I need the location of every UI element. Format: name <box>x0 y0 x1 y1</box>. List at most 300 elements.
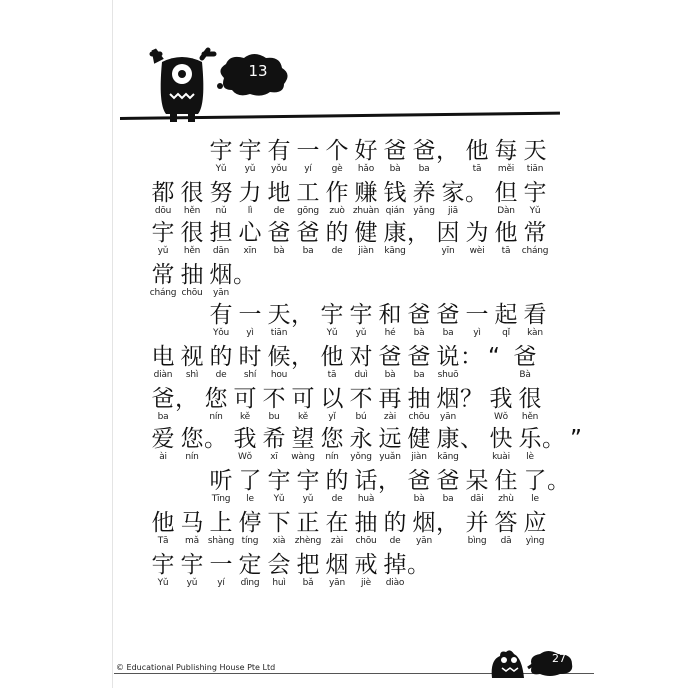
pinyin: bà <box>413 328 425 338</box>
hanzi: 听 <box>209 468 233 494</box>
hanzi: 。 <box>542 426 565 452</box>
hanzi: 天 <box>523 138 547 164</box>
punctuation <box>291 344 314 381</box>
pinyin: yìng <box>525 536 545 546</box>
punctuation <box>460 426 483 463</box>
hanzi: 爸 <box>513 344 537 370</box>
pinyin: mǎ <box>185 536 199 546</box>
pinyin: ba <box>442 328 454 338</box>
pinyin <box>407 246 427 257</box>
hanzi: 健 <box>407 426 431 452</box>
hanzi: 每 <box>494 138 518 164</box>
hanzi: 宇 <box>151 552 175 578</box>
pinyin: bú <box>355 412 367 422</box>
pinyin: ba <box>413 370 425 380</box>
pinyin: nín <box>209 412 223 422</box>
hanzi: 。 <box>204 426 227 452</box>
hanzi: 爸 <box>151 386 175 412</box>
pinyin: yǒng <box>350 452 372 462</box>
hanzi: 不 <box>262 386 286 412</box>
hanzi: 您 <box>204 386 228 412</box>
punctuation <box>233 262 256 299</box>
pinyin: duì <box>354 370 368 380</box>
hanzi: 快 <box>489 426 513 452</box>
monster-mascot-icon <box>148 44 218 122</box>
pinyin <box>436 164 456 175</box>
pinyin <box>460 370 480 381</box>
pinyin: dān <box>212 246 230 256</box>
hanzi: 努 <box>209 180 233 206</box>
pinyin: yān <box>329 578 345 588</box>
hanzi: 但 <box>494 180 518 206</box>
hanzi: 戒 <box>354 552 378 578</box>
pinyin: bà <box>384 370 396 380</box>
hanzi: 爸 <box>378 344 402 370</box>
pinyin: bìng <box>467 536 487 546</box>
hanzi: 。 <box>547 468 570 494</box>
hanzi: 上 <box>209 510 233 536</box>
pinyin: yǔ <box>302 494 314 504</box>
pinyin: kuài <box>492 452 510 462</box>
pinyin: zài <box>383 412 397 422</box>
hanzi: 并 <box>465 510 489 536</box>
pinyin: qián <box>385 206 405 216</box>
pinyin: jiā <box>448 206 458 216</box>
pinyin: xī <box>270 452 278 462</box>
pinyin: wàng <box>291 452 315 462</box>
hanzi: 因 <box>436 220 460 246</box>
pinyin: kě <box>239 412 251 422</box>
hanzi: 他 <box>320 344 344 370</box>
character-with-pinyin <box>513 386 547 423</box>
hanzi: 爸 <box>296 220 320 246</box>
hanzi: 时 <box>238 344 262 370</box>
pinyin: tiān <box>526 164 544 174</box>
hanzi: 。 <box>407 552 430 578</box>
punctuation <box>436 138 459 175</box>
pinyin: Yǒu <box>212 328 230 338</box>
pinyin: nǔ <box>215 206 227 216</box>
pinyin: lì <box>247 206 253 216</box>
hanzi: ， <box>378 468 401 494</box>
pinyin: Bà <box>519 370 531 380</box>
pinyin: jiàn <box>411 452 427 462</box>
pinyin: ba <box>442 494 454 504</box>
pinyin <box>291 328 311 339</box>
pinyin: Dàn <box>497 206 515 216</box>
pinyin: shuō <box>437 370 459 380</box>
pinyin: hěn <box>183 206 201 216</box>
pinyin: bu <box>268 412 280 422</box>
pinyin: bà <box>413 494 425 504</box>
pinyin: wèi <box>469 246 485 256</box>
pinyin: bà <box>389 164 401 174</box>
character-with-pinyin <box>518 180 552 217</box>
punctuation <box>566 426 586 463</box>
pinyin: yí <box>217 578 225 588</box>
pinyin: lè <box>526 452 534 462</box>
hanzi: 爸 <box>436 468 460 494</box>
hanzi: 定 <box>238 552 262 578</box>
hanzi: 和 <box>378 302 402 328</box>
pinyin: kàn <box>527 328 543 338</box>
pinyin: dā <box>500 536 512 546</box>
hanzi: 的 <box>325 220 349 246</box>
pinyin: hěn <box>521 412 539 422</box>
pinyin: ba <box>157 412 169 422</box>
pinyin <box>484 370 504 381</box>
hanzi: 赚 <box>354 180 378 206</box>
hanzi: 呆 <box>465 468 489 494</box>
hanzi: 抽 <box>407 386 431 412</box>
pinyin: yǔ <box>244 164 256 174</box>
pinyin: Yǔ <box>529 206 541 216</box>
chapter-number: 13 <box>248 62 268 80</box>
pinyin: le <box>531 494 539 504</box>
hanzi: 抽 <box>180 262 204 288</box>
hanzi: 一 <box>238 302 262 328</box>
hanzi: 了 <box>238 468 262 494</box>
pinyin: yuǎn <box>379 452 401 462</box>
hanzi: 。 <box>233 262 256 288</box>
hanzi: 可 <box>291 386 315 412</box>
pinyin: jiàn <box>358 246 374 256</box>
pinyin: yǒu <box>271 164 287 174</box>
hanzi: ？ <box>460 386 483 412</box>
hanzi: 爸 <box>436 302 460 328</box>
punctuation <box>484 344 504 381</box>
hanzi: 会 <box>267 552 291 578</box>
punctuation <box>175 386 198 423</box>
punctuation <box>291 302 314 339</box>
hanzi: 远 <box>378 426 402 452</box>
hanzi: ， <box>291 302 314 328</box>
hanzi: 再 <box>378 386 402 412</box>
hanzi: 不 <box>349 386 373 412</box>
hanzi: 他 <box>465 138 489 164</box>
hanzi: 爸 <box>412 138 436 164</box>
hanzi: 很 <box>518 386 542 412</box>
hanzi: 常 <box>523 220 547 246</box>
hanzi: 宇 <box>296 468 320 494</box>
pinyin <box>465 206 485 217</box>
hanzi: 都 <box>151 180 175 206</box>
hanzi: 的 <box>383 510 407 536</box>
hanzi: 康 <box>383 220 407 246</box>
hanzi: 有 <box>209 302 233 328</box>
pinyin: hé <box>384 328 396 338</box>
hanzi: 爸 <box>407 468 431 494</box>
character-with-pinyin <box>518 138 552 175</box>
pinyin: Yǔ <box>273 494 285 504</box>
pinyin: yǎng <box>413 206 435 216</box>
pinyin: dāi <box>470 494 484 504</box>
pinyin: zài <box>330 536 344 546</box>
pinyin: huà <box>357 494 375 504</box>
hanzi: 爸 <box>407 302 431 328</box>
hanzi: 看 <box>523 302 547 328</box>
pinyin: diàn <box>153 370 173 380</box>
hanzi: 对 <box>349 344 373 370</box>
pinyin: tiān <box>270 328 288 338</box>
hanzi: 说 <box>436 344 460 370</box>
hanzi: 把 <box>296 552 320 578</box>
hanzi: 抽 <box>354 510 378 536</box>
hanzi: 停 <box>238 510 262 536</box>
hanzi: 健 <box>354 220 378 246</box>
character-with-pinyin <box>518 510 552 547</box>
pinyin: de <box>331 494 343 504</box>
pinyin: měi <box>497 164 515 174</box>
pinyin: de <box>273 206 285 216</box>
pinyin: jiè <box>361 578 371 588</box>
hanzi: 候 <box>267 344 291 370</box>
pinyin: gè <box>331 164 343 174</box>
hanzi: 住 <box>494 468 518 494</box>
hanzi: 下 <box>267 510 291 536</box>
punctuation <box>436 510 459 547</box>
hanzi: 常 <box>151 262 175 288</box>
hanzi: 烟 <box>436 386 460 412</box>
pinyin: gōng <box>297 206 319 216</box>
pinyin: hěn <box>183 246 201 256</box>
pinyin: ài <box>159 452 167 462</box>
pinyin: yīn <box>441 246 455 256</box>
hanzi: 家 <box>441 180 465 206</box>
pinyin <box>436 536 456 547</box>
pinyin: yì <box>473 328 481 338</box>
pinyin: zhù <box>498 494 514 504</box>
pinyin: zhuàn <box>352 206 380 216</box>
pinyin <box>460 452 480 463</box>
pinyin: ba <box>418 164 430 174</box>
pinyin: yǔ <box>157 246 169 256</box>
hanzi: 宇 <box>349 302 373 328</box>
hanzi: 。 <box>465 180 488 206</box>
hanzi: 的 <box>209 344 233 370</box>
hanzi: 一 <box>209 552 233 578</box>
hanzi: 可 <box>233 386 257 412</box>
hanzi: 好 <box>354 138 378 164</box>
hanzi: 工 <box>296 180 320 206</box>
pinyin <box>460 412 480 423</box>
hanzi: ， <box>291 344 314 370</box>
pinyin: le <box>246 494 254 504</box>
hanzi: 我 <box>489 386 513 412</box>
pinyin <box>566 452 586 463</box>
hanzi: 地 <box>267 180 291 206</box>
hanzi: ， <box>436 138 459 164</box>
hanzi: ” <box>570 426 582 452</box>
hanzi: 宇 <box>267 468 291 494</box>
pinyin: hou <box>270 370 288 380</box>
hanzi: 以 <box>320 386 344 412</box>
hanzi: “ <box>488 344 500 370</box>
hanzi: 个 <box>325 138 349 164</box>
punctuation <box>547 468 570 505</box>
pinyin: xīn <box>243 246 257 256</box>
punctuation <box>542 426 565 463</box>
hanzi: 天 <box>267 302 291 328</box>
hanzi: 爸 <box>407 344 431 370</box>
pinyin <box>547 494 567 505</box>
hanzi: 为 <box>465 220 489 246</box>
hanzi: 了 <box>523 468 547 494</box>
pinyin: shàng <box>207 536 235 546</box>
pinyin: yǔ <box>355 328 367 338</box>
pinyin: kě <box>297 412 309 422</box>
hanzi: 有 <box>267 138 291 164</box>
pinyin: tíng <box>241 536 259 546</box>
hanzi: 很 <box>180 180 204 206</box>
pinyin: tā <box>327 370 337 380</box>
hanzi: 爸 <box>267 220 291 246</box>
hanzi: 宇 <box>180 552 204 578</box>
hanzi: 视 <box>180 344 204 370</box>
pinyin: xià <box>272 536 286 546</box>
pinyin: yí <box>304 164 312 174</box>
hanzi: 您 <box>180 426 204 452</box>
hanzi: ， <box>436 510 459 536</box>
pinyin: bà <box>273 246 285 256</box>
character-with-pinyin <box>518 220 552 257</box>
punctuation <box>407 220 430 257</box>
hanzi: 爸 <box>383 138 407 164</box>
hanzi: 答 <box>494 510 518 536</box>
pinyin: yān <box>416 536 432 546</box>
hanzi: 烟 <box>209 262 233 288</box>
copyright-notice: © Educational Publishing House Pte Ltd <box>116 663 276 672</box>
punctuation <box>204 426 227 463</box>
hanzi: 的 <box>325 468 349 494</box>
pinyin: shì <box>185 370 199 380</box>
pinyin: Yǔ <box>157 578 169 588</box>
hanzi: 宇 <box>238 138 262 164</box>
pinyin: Wǒ <box>237 452 252 462</box>
pinyin: kāng <box>384 246 406 256</box>
hanzi: 正 <box>296 510 320 536</box>
pinyin: de <box>215 370 227 380</box>
pinyin: cháng <box>149 288 177 298</box>
pinyin: Tā <box>157 536 169 546</box>
pinyin: dōu <box>154 206 172 216</box>
hanzi: 、 <box>460 426 483 452</box>
character-with-pinyin <box>518 302 552 339</box>
hanzi: 他 <box>151 510 175 536</box>
hanzi: 钱 <box>383 180 407 206</box>
pinyin: de <box>331 246 343 256</box>
page-number: 27 <box>552 652 566 665</box>
hanzi: 养 <box>412 180 436 206</box>
pinyin: nín <box>325 452 339 462</box>
hanzi: 宇 <box>209 138 233 164</box>
pinyin: dìng <box>240 578 260 588</box>
pinyin: yǐ <box>328 412 336 422</box>
pinyin: chōu <box>355 536 377 546</box>
hanzi: 力 <box>238 180 262 206</box>
hanzi: 您 <box>320 426 344 452</box>
punctuation <box>378 468 401 505</box>
hanzi: 烟 <box>412 510 436 536</box>
hanzi: ， <box>407 220 430 246</box>
pinyin: zhèng <box>294 536 322 546</box>
hanzi: 作 <box>325 180 349 206</box>
pinyin: tā <box>501 246 511 256</box>
pinyin: Wǒ <box>493 412 508 422</box>
pinyin: nín <box>185 452 199 462</box>
hanzi: 很 <box>180 220 204 246</box>
hanzi: 希 <box>262 426 286 452</box>
hanzi: 爱 <box>151 426 175 452</box>
pinyin: chōu <box>181 288 203 298</box>
pinyin <box>204 452 224 463</box>
hanzi: 起 <box>494 302 518 328</box>
pinyin: Yǔ <box>326 328 338 338</box>
punctuation <box>460 344 483 381</box>
punctuation <box>407 552 430 589</box>
pinyin <box>407 578 427 589</box>
pinyin: yān <box>440 412 456 422</box>
pinyin <box>175 412 195 423</box>
pinyin: diào <box>385 578 405 588</box>
pinyin: huì <box>272 578 286 588</box>
hanzi: 话 <box>354 468 378 494</box>
pinyin: de <box>389 536 401 546</box>
pinyin: tā <box>472 164 482 174</box>
pinyin: qǐ <box>502 328 510 338</box>
pinyin: yǔ <box>186 578 198 588</box>
pinyin <box>233 288 253 299</box>
hanzi: 马 <box>180 510 204 536</box>
hanzi: 康 <box>436 426 460 452</box>
hanzi: ： <box>460 344 483 370</box>
pinyin: kāng <box>437 452 459 462</box>
pinyin: zuò <box>329 206 345 216</box>
hanzi: 在 <box>325 510 349 536</box>
hanzi: 他 <box>494 220 518 246</box>
punctuation <box>465 180 488 217</box>
pinyin: Tīng <box>211 494 231 504</box>
pinyin <box>542 452 562 463</box>
hanzi: 烟 <box>325 552 349 578</box>
hanzi: 宇 <box>523 180 547 206</box>
hanzi: 永 <box>349 426 373 452</box>
pinyin: hǎo <box>357 164 375 174</box>
pinyin: cháng <box>521 246 549 256</box>
hanzi: 一 <box>465 302 489 328</box>
pinyin <box>378 494 398 505</box>
hanzi: 宇 <box>320 302 344 328</box>
hanzi: ， <box>175 386 198 412</box>
pinyin: ba <box>302 246 314 256</box>
hanzi: 应 <box>523 510 547 536</box>
pinyin: bǎ <box>302 578 314 588</box>
pinyin <box>291 370 311 381</box>
punctuation <box>460 386 483 423</box>
hanzi: 我 <box>233 426 257 452</box>
hanzi: 乐 <box>518 426 542 452</box>
pinyin: yān <box>213 288 229 298</box>
hanzi: 掉 <box>383 552 407 578</box>
pinyin: shí <box>243 370 257 380</box>
character-with-pinyin <box>508 344 542 381</box>
pinyin: yì <box>246 328 254 338</box>
hanzi: 电 <box>151 344 175 370</box>
pinyin: Yǔ <box>215 164 227 174</box>
hanzi: 望 <box>291 426 315 452</box>
hanzi: 心 <box>238 220 262 246</box>
hanzi: 担 <box>209 220 233 246</box>
